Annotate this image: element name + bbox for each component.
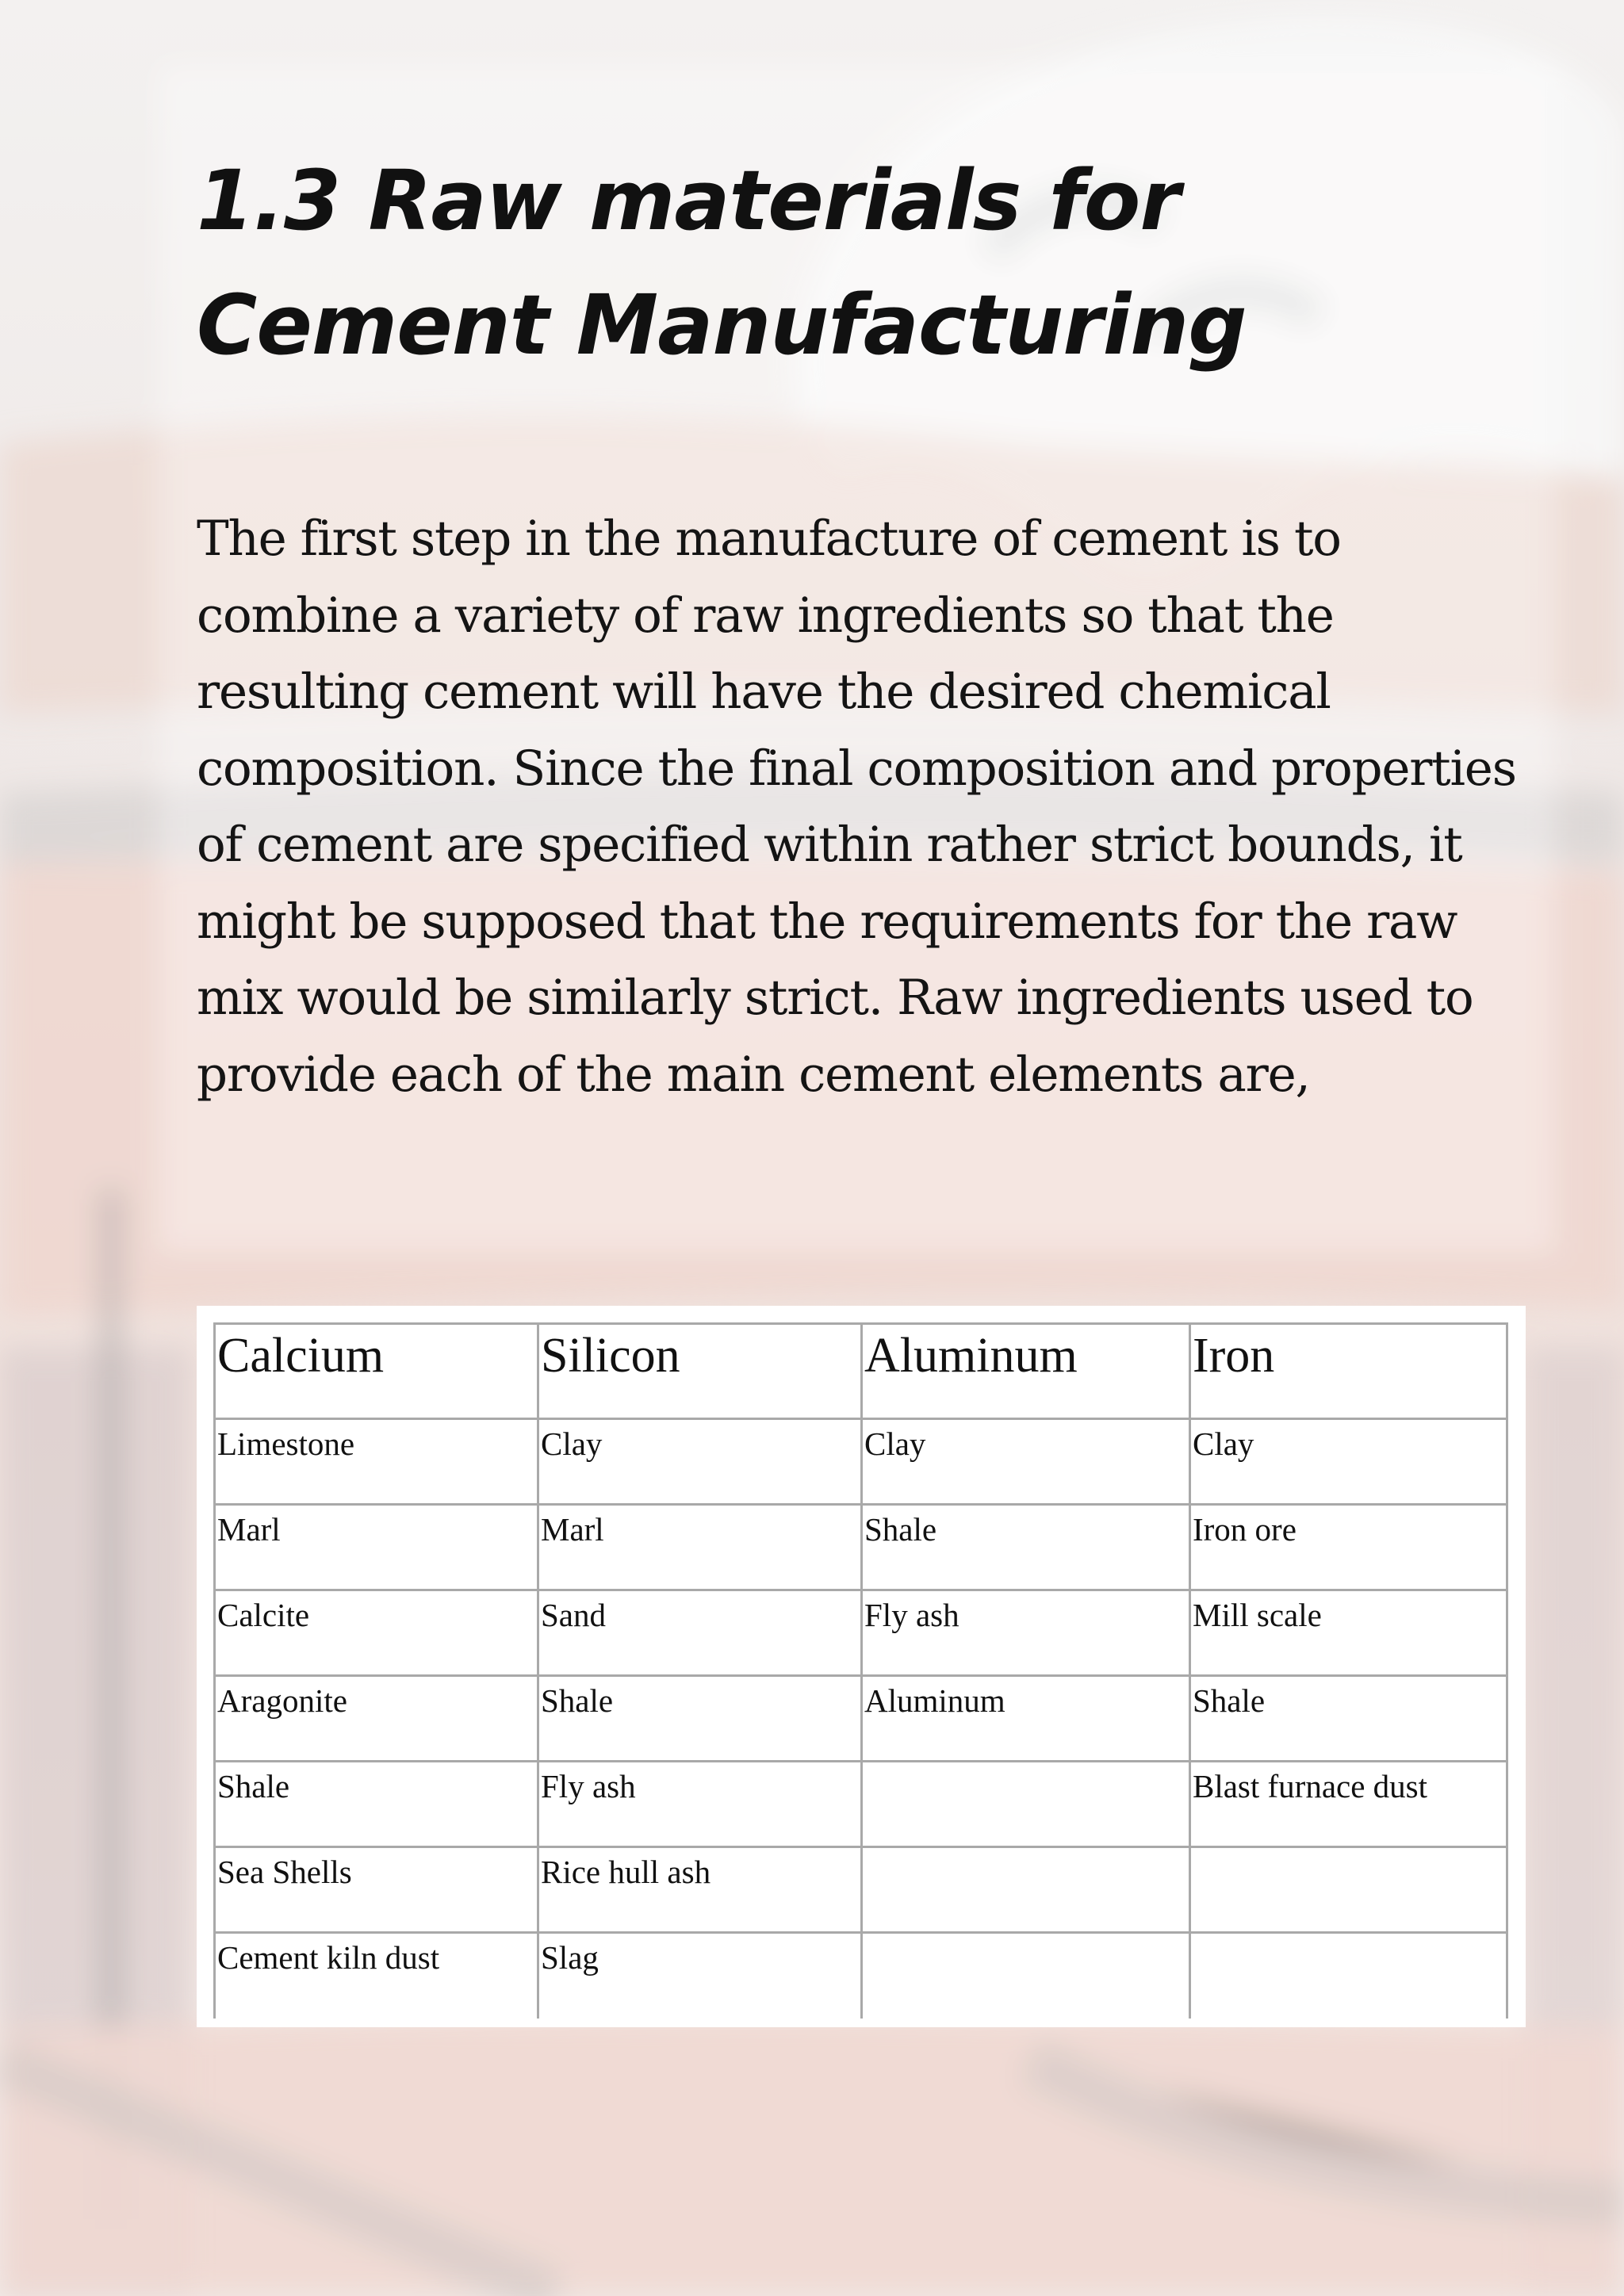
- table-cell: Shale: [862, 1505, 1190, 1590]
- column-header-aluminum: Aluminum: [862, 1324, 1190, 1419]
- table-cell: Aragonite: [215, 1676, 538, 1762]
- table-cell: Rice hull ash: [538, 1847, 862, 1933]
- table-cell: Shale: [1190, 1676, 1507, 1762]
- table-cell: Sand: [538, 1590, 862, 1676]
- table-cell: Slag: [538, 1933, 862, 2019]
- table-cell: Aluminum: [862, 1676, 1190, 1762]
- table-row: [215, 1762, 1507, 1847]
- table-header-row: [215, 1324, 1507, 1419]
- table-cell: Marl: [538, 1505, 862, 1590]
- table-cell: Fly ash: [538, 1762, 862, 1847]
- intro-paragraph: The first step in the manufacture of cement is to combine a variety of raw ingredients so that the resulting cement will have the desired chemical composition. Since the final composition and properties of cement are specified within rather strict bounds, it might be supposed that the requirements for the raw mix would be similarly strict. Raw ingredients used to provide each of the main cement elements are,: [197, 511, 1516, 1103]
- table-cell: Clay: [862, 1419, 1190, 1505]
- table-cell: Marl: [215, 1505, 538, 1590]
- table-cell: Limestone: [215, 1419, 538, 1505]
- column-header-iron: Iron: [1190, 1324, 1507, 1419]
- table-cell: Fly ash: [862, 1590, 1190, 1676]
- table-cell: Clay: [538, 1419, 862, 1505]
- raw-materials-table: [213, 1322, 1508, 2019]
- table-cell: [1190, 1847, 1507, 1933]
- table-row: [215, 1847, 1507, 1933]
- page-title: 1.3 Raw materials for Cement Manufacturing: [197, 152, 1247, 373]
- table-cell: Cement kiln dust: [215, 1933, 538, 2019]
- table-cell: [862, 1933, 1190, 2019]
- table-cell: [1190, 1933, 1507, 2019]
- table-row: [215, 1676, 1507, 1762]
- table-cell: Sea Shells: [215, 1847, 538, 1933]
- raw-materials-table-panel: [197, 1306, 1526, 2027]
- table-row: [215, 1505, 1507, 1590]
- table-row: [215, 1590, 1507, 1676]
- table-row: [215, 1933, 1507, 2019]
- table-cell: Calcite: [215, 1590, 538, 1676]
- table-cell: Blast furnace dust: [1190, 1762, 1507, 1847]
- table-cell: [862, 1847, 1190, 1933]
- table-cell: Shale: [538, 1676, 862, 1762]
- table-cell: [862, 1762, 1190, 1847]
- table-cell: Shale: [215, 1762, 538, 1847]
- column-header-silicon: Silicon: [538, 1324, 862, 1419]
- table-cell: Mill scale: [1190, 1590, 1507, 1676]
- table-cell: Iron ore: [1190, 1505, 1507, 1590]
- column-header-calcium: Calcium: [215, 1324, 538, 1419]
- table-cell: Clay: [1190, 1419, 1507, 1505]
- table-row: [215, 1419, 1507, 1505]
